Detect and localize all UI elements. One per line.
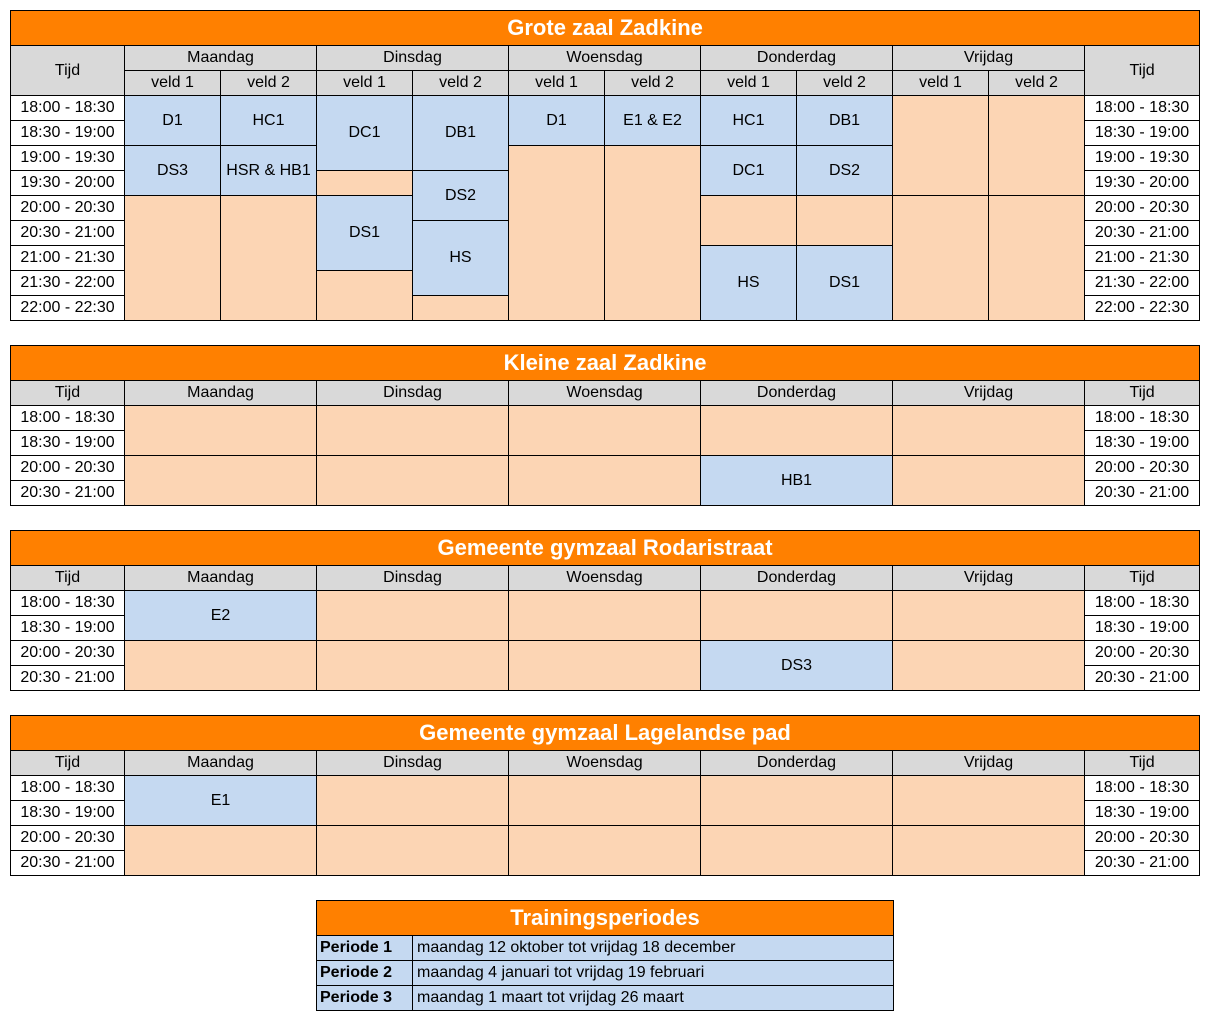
booking-slot[interactable]: HC1: [221, 96, 317, 146]
time-cell: 18:00 - 18:30: [1085, 591, 1200, 616]
tijd-header-right: Tijd: [1085, 566, 1200, 591]
tijd-header: Tijd: [11, 381, 125, 406]
tijd-header-right: Tijd: [1085, 381, 1200, 406]
booking-slot[interactable]: DC1: [317, 96, 413, 171]
free-slot[interactable]: [509, 641, 701, 691]
time-cell: 19:30 - 20:00: [11, 171, 125, 196]
time-cell: 21:00 - 21:30: [1085, 246, 1200, 271]
rodaristraat-title: Gemeente gymzaal Rodaristraat: [11, 531, 1200, 566]
booking-slot[interactable]: D1: [509, 96, 605, 146]
periode-label: Periode 3: [317, 986, 413, 1011]
booking-slot[interactable]: HS: [701, 246, 797, 321]
time-cell: 21:30 - 22:00: [1085, 271, 1200, 296]
booking-slot[interactable]: DS3: [701, 641, 893, 691]
veld-header: veld 2: [989, 71, 1085, 96]
time-cell: 20:00 - 20:30: [11, 826, 125, 851]
free-slot[interactable]: [893, 456, 1085, 506]
time-cell: 20:30 - 21:00: [11, 221, 125, 246]
time-cell: 20:30 - 21:00: [1085, 666, 1200, 691]
free-slot[interactable]: [125, 826, 317, 876]
free-slot[interactable]: [893, 196, 989, 321]
day-header-donderdag: Donderdag: [701, 751, 893, 776]
time-cell: 21:30 - 22:00: [11, 271, 125, 296]
time-cell: 20:00 - 20:30: [1085, 641, 1200, 666]
free-slot[interactable]: [509, 591, 701, 641]
veld-header: veld 2: [221, 71, 317, 96]
time-cell: 18:30 - 19:00: [1085, 431, 1200, 456]
booking-slot[interactable]: E2: [125, 591, 317, 641]
free-slot[interactable]: [125, 641, 317, 691]
rodaristraat-table: [10, 530, 1200, 691]
veld-header: veld 1: [317, 71, 413, 96]
grote-zaal-table: [10, 10, 1200, 321]
tijd-header: Tijd: [11, 751, 125, 776]
veld-header: veld 1: [509, 71, 605, 96]
day-header-dinsdag: Dinsdag: [317, 751, 509, 776]
booking-slot[interactable]: HS: [413, 221, 509, 296]
booking-slot[interactable]: DS3: [125, 146, 221, 196]
booking-slot[interactable]: DB1: [797, 96, 893, 146]
day-header-vrijdag: Vrijdag: [893, 751, 1085, 776]
time-cell: 20:00 - 20:30: [11, 641, 125, 666]
free-slot[interactable]: [509, 406, 701, 456]
day-header-dinsdag: Dinsdag: [317, 381, 509, 406]
day-header-vrijdag: Vrijdag: [893, 566, 1085, 591]
free-slot[interactable]: [221, 196, 317, 321]
free-slot[interactable]: [701, 776, 893, 826]
time-cell: 18:00 - 18:30: [11, 776, 125, 801]
free-slot[interactable]: [509, 776, 701, 826]
veld-header: veld 1: [125, 71, 221, 96]
veld-header: veld 2: [605, 71, 701, 96]
free-slot[interactable]: [509, 826, 701, 876]
kleine-zaal-title: Kleine zaal Zadkine: [11, 346, 1200, 381]
time-cell: 19:00 - 19:30: [1085, 146, 1200, 171]
time-cell: 20:30 - 21:00: [1085, 221, 1200, 246]
time-cell: 19:30 - 20:00: [1085, 171, 1200, 196]
free-slot[interactable]: [605, 146, 701, 321]
free-slot[interactable]: [317, 171, 413, 196]
time-cell: 20:00 - 20:30: [1085, 826, 1200, 851]
booking-slot[interactable]: DS2: [797, 146, 893, 196]
free-slot[interactable]: [893, 641, 1085, 691]
time-cell: 20:30 - 21:00: [11, 481, 125, 506]
veld-header: veld 1: [701, 71, 797, 96]
free-slot[interactable]: [893, 826, 1085, 876]
booking-slot[interactable]: D1: [125, 96, 221, 146]
free-slot[interactable]: [989, 96, 1085, 196]
time-cell: 19:00 - 19:30: [11, 146, 125, 171]
time-cell: 21:00 - 21:30: [11, 246, 125, 271]
booking-slot[interactable]: HC1: [701, 96, 797, 146]
day-header-woensdag: Woensdag: [509, 46, 701, 71]
time-cell: 18:30 - 19:00: [11, 431, 125, 456]
free-slot[interactable]: [317, 271, 413, 321]
periode-range: maandag 1 maart tot vrijdag 26 maart: [413, 986, 894, 1011]
free-slot[interactable]: [317, 406, 509, 456]
lagelandse-title: Gemeente gymzaal Lagelandse pad: [11, 716, 1200, 751]
time-cell: 18:00 - 18:30: [11, 406, 125, 431]
day-header-donderdag: Donderdag: [701, 46, 893, 71]
booking-slot[interactable]: DC1: [701, 146, 797, 196]
day-header-woensdag: Woensdag: [509, 751, 701, 776]
free-slot[interactable]: [125, 406, 317, 456]
time-cell: 20:30 - 21:00: [11, 851, 125, 876]
booking-slot[interactable]: E1: [125, 776, 317, 826]
day-header-maandag: Maandag: [125, 566, 317, 591]
time-cell: 20:30 - 21:00: [1085, 851, 1200, 876]
periodes-title: Trainingsperiodes: [317, 901, 894, 936]
time-cell: 20:30 - 21:00: [1085, 481, 1200, 506]
time-cell: 18:00 - 18:30: [1085, 96, 1200, 121]
free-slot[interactable]: [701, 406, 893, 456]
day-header-donderdag: Donderdag: [701, 381, 893, 406]
day-header-woensdag: Woensdag: [509, 566, 701, 591]
kleine-zaal-table: [10, 345, 1200, 506]
booking-slot[interactable]: DS1: [797, 246, 893, 321]
day-header-woensdag: Woensdag: [509, 381, 701, 406]
booking-slot[interactable]: DB1: [413, 96, 509, 171]
free-slot[interactable]: [317, 641, 509, 691]
free-slot[interactable]: [317, 456, 509, 506]
time-cell: 20:00 - 20:30: [1085, 456, 1200, 481]
time-cell: 20:00 - 20:30: [11, 196, 125, 221]
time-cell: 18:30 - 19:00: [1085, 121, 1200, 146]
free-slot[interactable]: [509, 456, 701, 506]
day-header-vrijdag: Vrijdag: [893, 381, 1085, 406]
veld-header: veld 2: [797, 71, 893, 96]
day-header-donderdag: Donderdag: [701, 566, 893, 591]
lagelandse-table: [10, 715, 1200, 876]
time-cell: 18:30 - 19:00: [1085, 801, 1200, 826]
time-cell: 18:30 - 19:00: [11, 801, 125, 826]
booking-slot[interactable]: E1 & E2: [605, 96, 701, 146]
free-slot[interactable]: [701, 826, 893, 876]
time-cell: 18:00 - 18:30: [1085, 406, 1200, 431]
tijd-header-right: Tijd: [1085, 751, 1200, 776]
free-slot[interactable]: [893, 406, 1085, 456]
day-header-vrijdag: Vrijdag: [893, 46, 1085, 71]
periode-label: Periode 1: [317, 936, 413, 961]
tijd-header-right: Tijd: [1085, 46, 1200, 96]
day-header-maandag: Maandag: [125, 381, 317, 406]
free-slot[interactable]: [317, 826, 509, 876]
time-cell: 18:00 - 18:30: [11, 96, 125, 121]
time-cell: 20:00 - 20:30: [1085, 196, 1200, 221]
time-cell: 18:30 - 19:00: [11, 121, 125, 146]
day-header-dinsdag: Dinsdag: [317, 46, 509, 71]
free-slot[interactable]: [893, 96, 989, 196]
time-cell: 18:00 - 18:30: [1085, 776, 1200, 801]
free-slot[interactable]: [893, 591, 1085, 641]
booking-slot[interactable]: HB1: [701, 456, 893, 506]
veld-header: veld 1: [893, 71, 989, 96]
day-header-dinsdag: Dinsdag: [317, 566, 509, 591]
free-slot[interactable]: [125, 456, 317, 506]
booking-slot[interactable]: DS1: [317, 196, 413, 271]
time-cell: 22:00 - 22:30: [1085, 296, 1200, 321]
free-slot[interactable]: [893, 776, 1085, 826]
time-cell: 22:00 - 22:30: [11, 296, 125, 321]
periode-range: maandag 4 januari tot vrijdag 19 februari: [413, 961, 894, 986]
booking-slot[interactable]: HSR & HB1: [221, 146, 317, 196]
time-cell: 18:00 - 18:30: [11, 591, 125, 616]
booking-slot[interactable]: DS2: [413, 171, 509, 221]
day-header-maandag: Maandag: [125, 46, 317, 71]
time-cell: 18:30 - 19:00: [11, 616, 125, 641]
time-cell: 18:30 - 19:00: [1085, 616, 1200, 641]
periodes-table: [316, 900, 894, 1011]
day-header-maandag: Maandag: [125, 751, 317, 776]
free-slot[interactable]: [701, 196, 797, 246]
free-slot[interactable]: [413, 296, 509, 321]
time-cell: 20:30 - 21:00: [11, 666, 125, 691]
free-slot[interactable]: [509, 146, 605, 321]
grote-zaal-title: Grote zaal Zadkine: [11, 11, 1200, 46]
free-slot[interactable]: [317, 591, 509, 641]
free-slot[interactable]: [701, 591, 893, 641]
free-slot[interactable]: [125, 196, 221, 321]
free-slot[interactable]: [797, 196, 893, 246]
tijd-header: Tijd: [11, 46, 125, 96]
free-slot[interactable]: [989, 196, 1085, 321]
periode-label: Periode 2: [317, 961, 413, 986]
periode-range: maandag 12 oktober tot vrijdag 18 december: [413, 936, 894, 961]
free-slot[interactable]: [317, 776, 509, 826]
veld-header: veld 2: [413, 71, 509, 96]
tijd-header: Tijd: [11, 566, 125, 591]
time-cell: 20:00 - 20:30: [11, 456, 125, 481]
